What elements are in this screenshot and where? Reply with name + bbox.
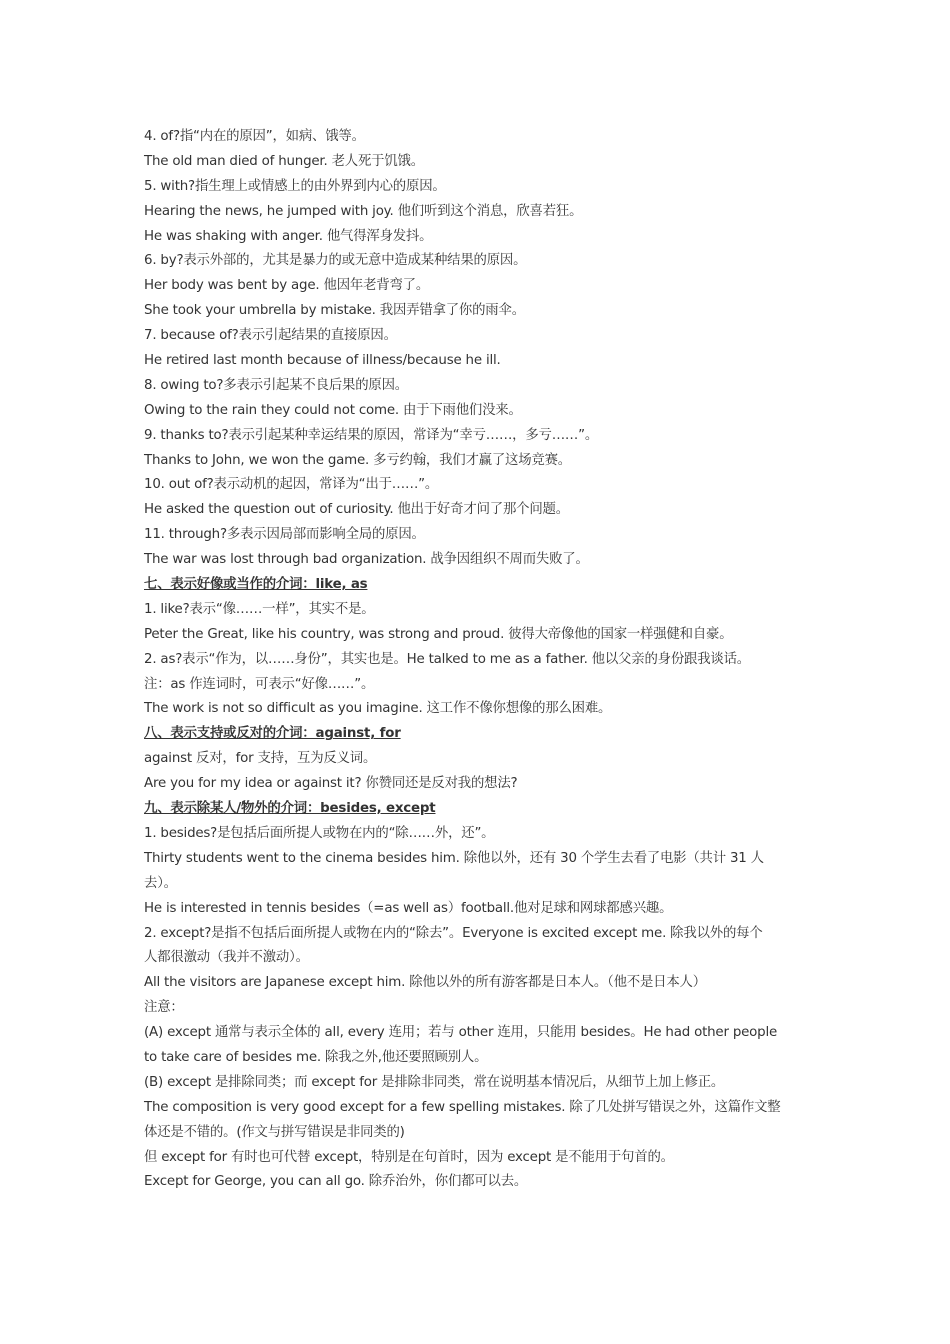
text-line: Peter the Great, like his country, was strong and proud. 彼得大帝像他的国家一样强健和自豪。 bbox=[144, 626, 733, 642]
text-line: 人都很激动（我并不激动）。 bbox=[144, 950, 309, 966]
text-line: The composition is very good except for a few spelling mistakes. 除了几处拼写错误之外，这篇作文整 bbox=[144, 1099, 781, 1115]
text-line: 7. because of?表示引起结果的直接原因。 bbox=[144, 328, 397, 344]
text-line: Thirty students went to the cinema besides him. 除他以外，还有 30 个学生去看了电影（共计 31 人 bbox=[144, 850, 764, 866]
text-line: 10. out of?表示动机的起因，常译为“出于……”。 bbox=[144, 477, 439, 493]
text-line: Hearing the news, he jumped with joy. 他们听到这个消息，欣喜若狂。 bbox=[144, 203, 583, 219]
text-line: Except for George, you can all go. 除乔治外，你们都可以去。 bbox=[144, 1174, 528, 1190]
text-line: 但 except for 有时也可代替 except，特别是在句首时，因为 except 是不能用于句首的。 bbox=[144, 1149, 674, 1165]
text-line: 注：as 作连词时，可表示“好像……”。 bbox=[144, 676, 375, 692]
text-line: 4. of?指“内在的原因”，如病、饿等。 bbox=[144, 129, 365, 144]
text-line: 5. with?指生理上或情感上的由外界到内心的原因。 bbox=[144, 178, 446, 194]
text-line: 6. by?表示外部的，尤其是暴力的或无意中造成某种结果的原因。 bbox=[144, 253, 527, 269]
text-line: She took your umbrella by mistake. 我因弄错拿了你的雨伞。 bbox=[144, 303, 525, 319]
text-line: (A) except 通常与表示全体的 all, every 连用；若与 other 连用，只能用 besides。He had other people bbox=[144, 1025, 778, 1041]
text-line: 1. besides?是包括后面所提人或物在内的“除……外，还”。 bbox=[144, 825, 495, 841]
text-line: He asked the question out of curiosity. 他出于好奇才问了那个问题。 bbox=[144, 502, 569, 518]
text-line: 2. except?是指不包括后面所提人或物在内的“除去”。Everyone is excited except me. 除我以外的每个 bbox=[144, 925, 763, 941]
text-line: Owing to the rain they could not come. 由于下雨他们没来。 bbox=[144, 402, 522, 418]
text-line: 注意： bbox=[144, 1000, 184, 1016]
text-line: 8. owing to?多表示引起某不良后果的原因。 bbox=[144, 377, 408, 393]
text-line: 2. as?表示“作为，以……身份”，其实也是。He talked to me as a father. 他以父亲的身份跟我谈话。 bbox=[144, 651, 750, 667]
text-line: 1. like?表示“像……一样”，其实不是。 bbox=[144, 601, 375, 617]
section-heading: 七、表示好像或当作的介词：like, as bbox=[144, 577, 368, 593]
section-heading: 九、表示除某人/物外的介词：besides, except bbox=[144, 801, 436, 817]
text-line: against 反对，for 支持，互为反义词。 bbox=[144, 751, 377, 767]
text-line: The work is not so difficult as you imagine. 这工作不像你想像的那么困难。 bbox=[144, 701, 612, 717]
text-line: Are you for my idea or against it? 你赞同还是反对我的想法? bbox=[144, 776, 518, 792]
text-line: All the visitors are Japanese except him. 除他以外的所有游客都是日本人。（他不是日本人） bbox=[144, 975, 706, 991]
section-heading: 八、表示支持或反对的介词：against, for bbox=[144, 726, 401, 742]
document-page bbox=[144, 125, 808, 1195]
text-line: 11. through?多表示因局部而影响全局的原因。 bbox=[144, 527, 425, 543]
text-line: He is interested in tennis besides（=as well as）football.他对足球和网球都感兴趣。 bbox=[144, 900, 673, 916]
text-line: The old man died of hunger. 老人死于饥饿。 bbox=[144, 153, 424, 169]
text-line: 9. thanks to?表示引起某种幸运结果的原因，常译为“幸亏……，多亏……”。 bbox=[144, 427, 599, 443]
text-line: 体还是不错的。(作文与拼写错误是非同类的) bbox=[144, 1124, 405, 1140]
text-line: 去）。 bbox=[144, 875, 177, 891]
text-line: The war was lost through bad organization. 战争因组织不周而失败了。 bbox=[144, 552, 589, 568]
text-line: to take care of besides me. 除我之外,他还要照顾别人。 bbox=[144, 1049, 488, 1065]
text-line: He retired last month because of illness/because he ill. bbox=[144, 353, 501, 369]
text-line: Her body was bent by age. 他因年老背弯了。 bbox=[144, 278, 430, 294]
text-line: He was shaking with anger. 他气得浑身发抖。 bbox=[144, 228, 433, 244]
text-line: Thanks to John, we won the game. 多亏约翰，我们才赢了这场竞赛。 bbox=[144, 452, 572, 468]
text-line: (B) except 是排除同类；而 except for 是排除非同类，常在说明基本情况后，从细节上加上修正。 bbox=[144, 1074, 725, 1090]
